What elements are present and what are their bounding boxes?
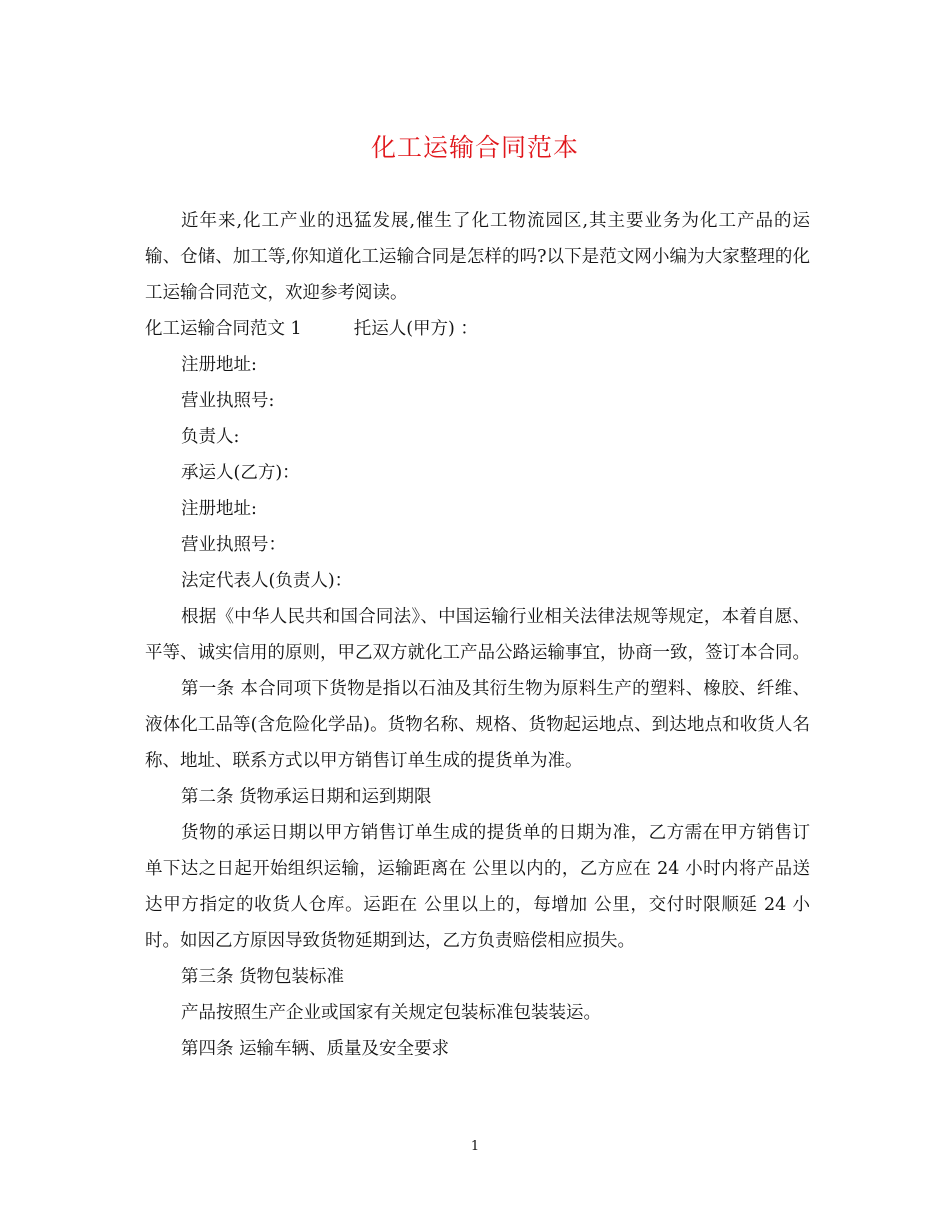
article-2-paragraph: 货物的承运日期以甲方销售订单生成的提货单的日期为准，乙方需在甲方销售订单下达之日起开始组织运输，运输距离在 公里以内的，乙方应在 24 小时内将产品送达甲方指定的收货人仓库。运距在 公里以上的，每增加 公里，交付时限顺延 24 小时。如因乙方原因导致货物延期到达，乙方负责赔偿相应损失。 (145, 823, 810, 951)
intro-paragraph: 近年来,化工产业的迅猛发展,催生了化工物流园区,其主要业务为化工产品的运输、仓储、加工等,你知道化工运输合同是怎样的吗?以下是范文网小编为大家整理的化工运输合同范文，欢迎参考阅读。 (145, 211, 810, 303)
article-1-paragraph: 第一条 本合同项下货物是指以石油及其衍生物为原料生产的塑料、橡胶、纤维、液体化工品等(含危险化学品)。货物名称、规格、货物起运地点、到达地点和收货人名称、地址、联系方式以甲方销售订单生成的提货单为准。 (145, 679, 810, 771)
article-3-paragraph: 产品按照生产企业或国家有关规定包装标准包装装运。 (181, 1003, 601, 1023)
business-license-field-2: 营业执照号： (181, 535, 286, 555)
registered-address-field-2: 注册地址: (181, 499, 257, 519)
article-2-heading: 第二条 货物承运日期和运到期限 (181, 787, 432, 807)
section-heading: 化工运输合同范文 1 (145, 319, 302, 339)
page-number: 1 (470, 1139, 480, 1154)
registered-address-field-1: 注册地址: (181, 355, 257, 375)
shipper-label: 托运人(甲方) ： (353, 319, 478, 339)
document-title: 化工运输合同范本 (370, 133, 579, 162)
article-4-heading: 第四条 运输车辆、质量及安全要求 (181, 1039, 450, 1059)
section-heading-line (145, 311, 810, 347)
legal-representative-field: 法定代表人(负责人)： (181, 571, 353, 591)
basis-paragraph: 根据《中华人民共和国合同法》、中国运输行业相关法律法规等规定，本着自愿、平等、诚实信用的原则，甲乙双方就化工产品公路运输事宜，协商一致，签订本合同。 (145, 607, 810, 663)
business-license-field-1: 营业执照号: (181, 391, 275, 411)
person-in-charge-field: 负责人: (181, 427, 240, 447)
article-3-heading: 第三条 货物包装标准 (181, 967, 345, 987)
document-body (145, 203, 810, 1067)
carrier-label: 承运人(乙方)： (181, 463, 300, 483)
